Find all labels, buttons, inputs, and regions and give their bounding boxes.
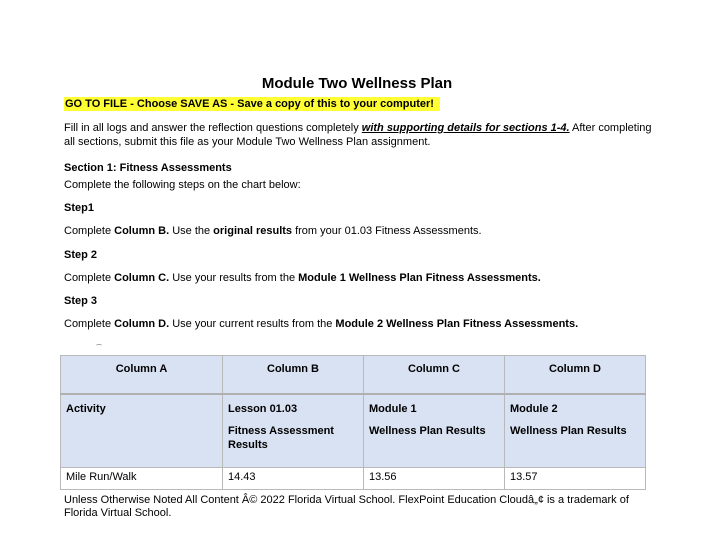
step1-t3: from your 01.03 Fitness Assessments.: [292, 225, 482, 237]
table-row: [61, 468, 646, 490]
step2-b2: Module 1 Wellness Plan Fitness Assessments.: [298, 272, 541, 284]
table-cell-column-b[interactable]: 14.43: [223, 468, 364, 490]
intro-text: Fill in all logs and answer the reflection questions completely: [64, 122, 362, 134]
header-cell-d: Column D: [505, 356, 646, 395]
step1-text: [64, 224, 482, 238]
page-title: Module Two Wellness Plan: [261, 75, 453, 92]
table-cell-column-c[interactable]: 13.56: [364, 468, 505, 490]
step2-t1: Complete: [64, 272, 115, 284]
table-cell-column-d[interactable]: 13.57: [505, 468, 646, 490]
subheader-cell-a: [61, 394, 223, 468]
subheader-c-line1: Module 1: [369, 403, 417, 415]
step2-label: Step 2: [64, 249, 98, 261]
header-cell-a: Column A: [61, 356, 223, 395]
table-cell-activity[interactable]: Mile Run/Walk: [61, 468, 223, 490]
subheader-b-line1: Lesson 01.03: [228, 403, 298, 415]
subheader-d-line2: Wellness Plan Results: [510, 425, 627, 437]
step2-text: [64, 271, 541, 285]
header-cell-c: Column C: [364, 356, 505, 395]
subheader-cell-b: [223, 394, 364, 468]
decorative-mark: [96, 344, 102, 348]
subheader-d-line1: Module 2: [510, 403, 558, 415]
table-subheader-row: [61, 394, 646, 468]
step3-label: Step 3: [64, 295, 98, 307]
step1-label: Step1: [64, 202, 94, 214]
step3-t2: Use your current results from the: [169, 318, 336, 330]
step2-b1: Column C.: [114, 272, 170, 284]
fitness-assessment-table: [60, 355, 646, 490]
subheader-cell-d: [505, 394, 646, 468]
subheader-b-line2: Fitness Assessment Results: [228, 425, 334, 451]
step1-b1: Column B.: [114, 225, 170, 237]
subheader-cell-c: [364, 394, 505, 468]
step1-t1: Complete: [64, 225, 115, 237]
subheader-c-line2: Wellness Plan Results: [369, 425, 486, 437]
table-header-row: [61, 356, 646, 395]
step1-b2: original results: [213, 225, 293, 237]
step1-t2: Use the: [169, 225, 214, 237]
section1-instruction: Complete the following steps on the chart below:: [64, 179, 301, 191]
header-cell-b: Column B: [223, 356, 364, 395]
step3-text: [64, 317, 578, 331]
subheader-a-line1: Activity: [66, 403, 106, 415]
step3-b1: Column D.: [114, 318, 170, 330]
step3-b2: Module 2 Wellness Plan Fitness Assessments.: [335, 318, 579, 330]
copyright-footer: Unless Otherwise Noted All Content Â© 2022 Florida Virtual School. FlexPoint Education Cloudâ„¢ is a trademark of Florida Virtual School.: [64, 494, 629, 519]
intro-text-end: After completing all sections, submit this file as your Module Two Wellness Plan assignment.: [64, 122, 652, 148]
step3-t1: Complete: [64, 318, 115, 330]
step2-t2: Use your results from the: [169, 272, 299, 284]
save-banner: [64, 97, 440, 111]
section1-heading: Section 1: Fitness Assessments: [64, 162, 232, 174]
intro-emphasis: with supporting details for sections 1-4.: [361, 122, 570, 134]
banner-text: GO TO FILE - Choose SAVE AS - Save a copy of this to your computer!: [64, 97, 440, 111]
intro-paragraph: [64, 121, 664, 149]
